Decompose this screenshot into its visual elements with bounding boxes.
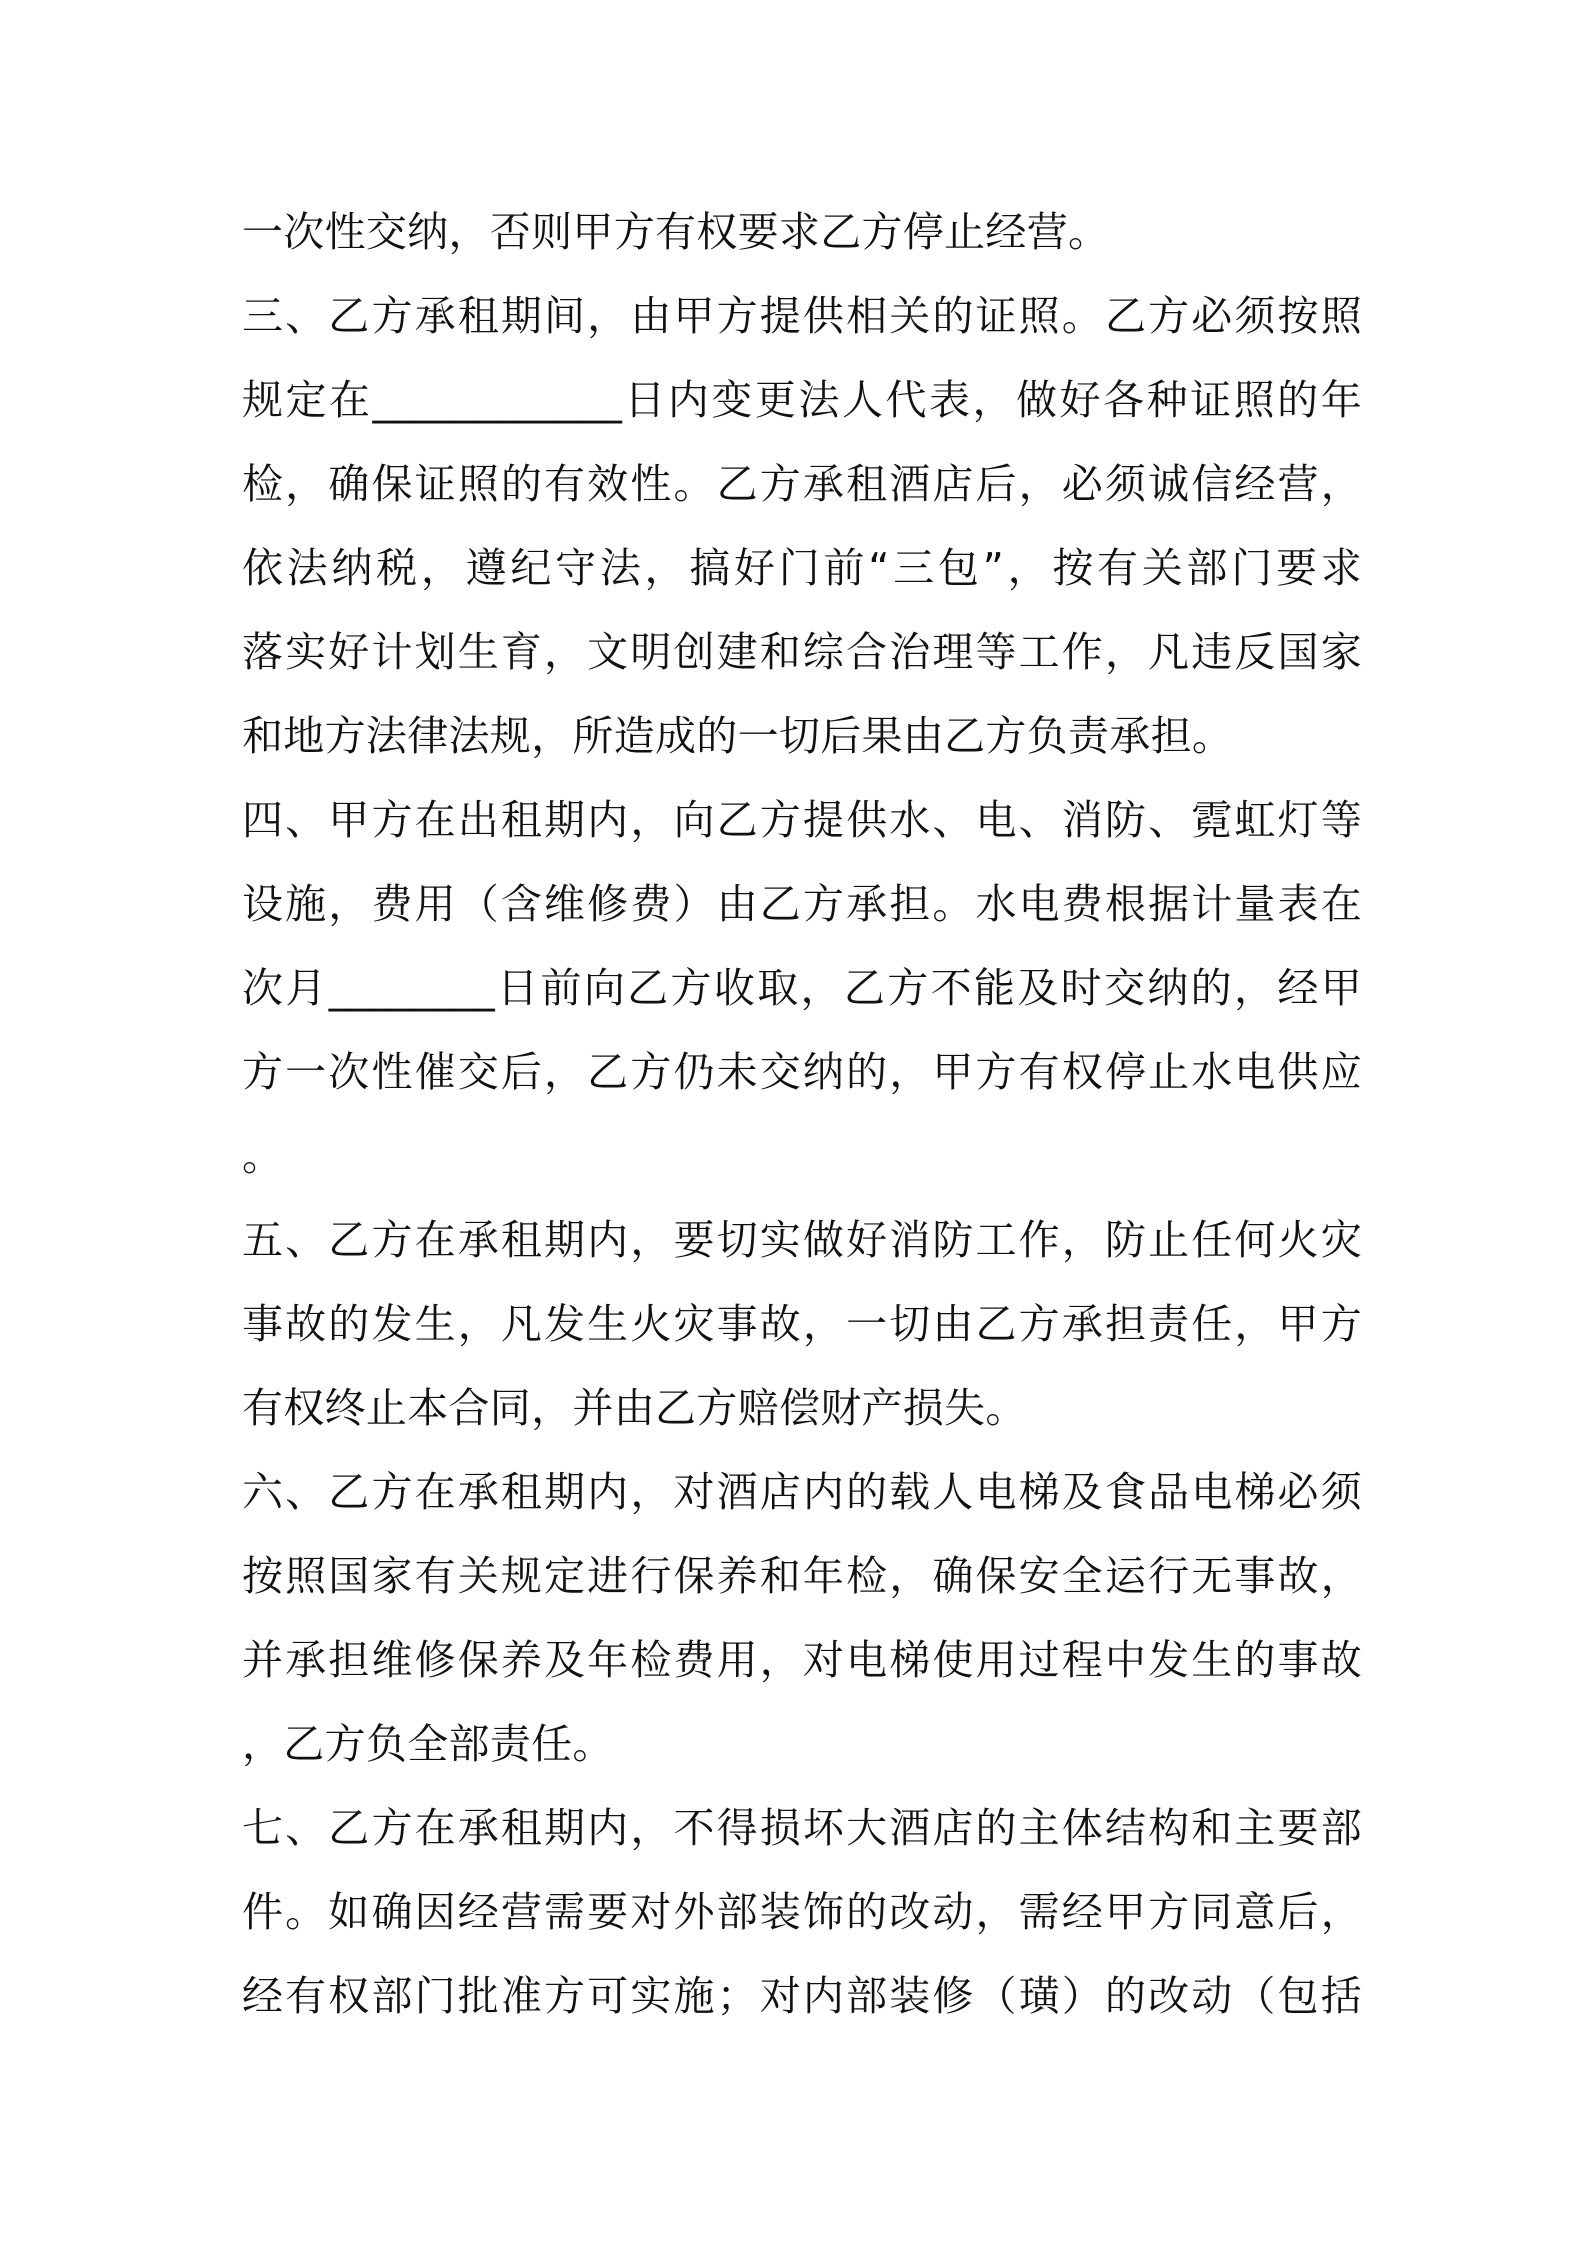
text-line: 三、乙方承租期间，由甲方提供相关的证照。乙方必须按照 bbox=[242, 292, 1362, 340]
text-line: 检，确保证照的有效性。乙方承租酒店后，必须诚信经营， bbox=[242, 460, 1362, 508]
text-line: 五、乙方在承租期内，要切实做好消防工作，防止任何火灾 bbox=[242, 1216, 1362, 1264]
text-line: 。 bbox=[242, 1132, 284, 1180]
text-line: 落实好计划生育，文明创建和综合治理等工作，凡违反国家 bbox=[242, 628, 1362, 676]
text-line: 事故的发生，凡发生火灾事故，一切由乙方承担责任，甲方 bbox=[242, 1300, 1362, 1348]
text-line: 设施，费用（含维修费）由乙方承担。水电费根据计量表在 bbox=[242, 880, 1362, 928]
text-line: 六、乙方在承租期内，对酒店内的载人电梯及食品电梯必须 bbox=[242, 1468, 1362, 1516]
text-line: 四、甲方在出租期内，向乙方提供水、电、消防、霓虹灯等 bbox=[242, 796, 1362, 844]
text-line: 件。如确因经营需要对外部装饰的改动，需经甲方同意后， bbox=[242, 1888, 1362, 1936]
text-line: 并承担维修保养及年检费用，对电梯使用过程中发生的事故 bbox=[242, 1636, 1362, 1684]
text-line: 按照国家有关规定进行保养和年检，确保安全运行无事故， bbox=[242, 1552, 1362, 1600]
text-line: 依法纳税，遵纪守法，搞好门前“三包”，按有关部门要求 bbox=[242, 544, 1362, 592]
text-line: 次月________日前向乙方收取，乙方不能及时交纳的，经甲 bbox=[242, 964, 1362, 1012]
text-line: 和地方法律法规，所造成的一切后果由乙方负责承担。 bbox=[242, 712, 1234, 760]
text-line: 一次性交纳，否则甲方有权要求乙方停止经营。 bbox=[242, 208, 1110, 256]
contract-text bbox=[242, 190, 1362, 2038]
text-line: 规定在____________日内变更法人代表，做好各种证照的年 bbox=[242, 376, 1362, 424]
text-line: 方一次性催交后，乙方仍未交纳的，甲方有权停止水电供应 bbox=[242, 1048, 1362, 1096]
text-line: 有权终止本合同，并由乙方赔偿财产损失。 bbox=[242, 1384, 1027, 1432]
text-line: 七、乙方在承租期内，不得损坏大酒店的主体结构和主要部 bbox=[242, 1804, 1362, 1852]
text-line: 经有权部门批准方可实施；对内部装修（璜）的改动（包括 bbox=[242, 1972, 1362, 2020]
text-line: ，乙方负全部责任。 bbox=[242, 1720, 614, 1768]
